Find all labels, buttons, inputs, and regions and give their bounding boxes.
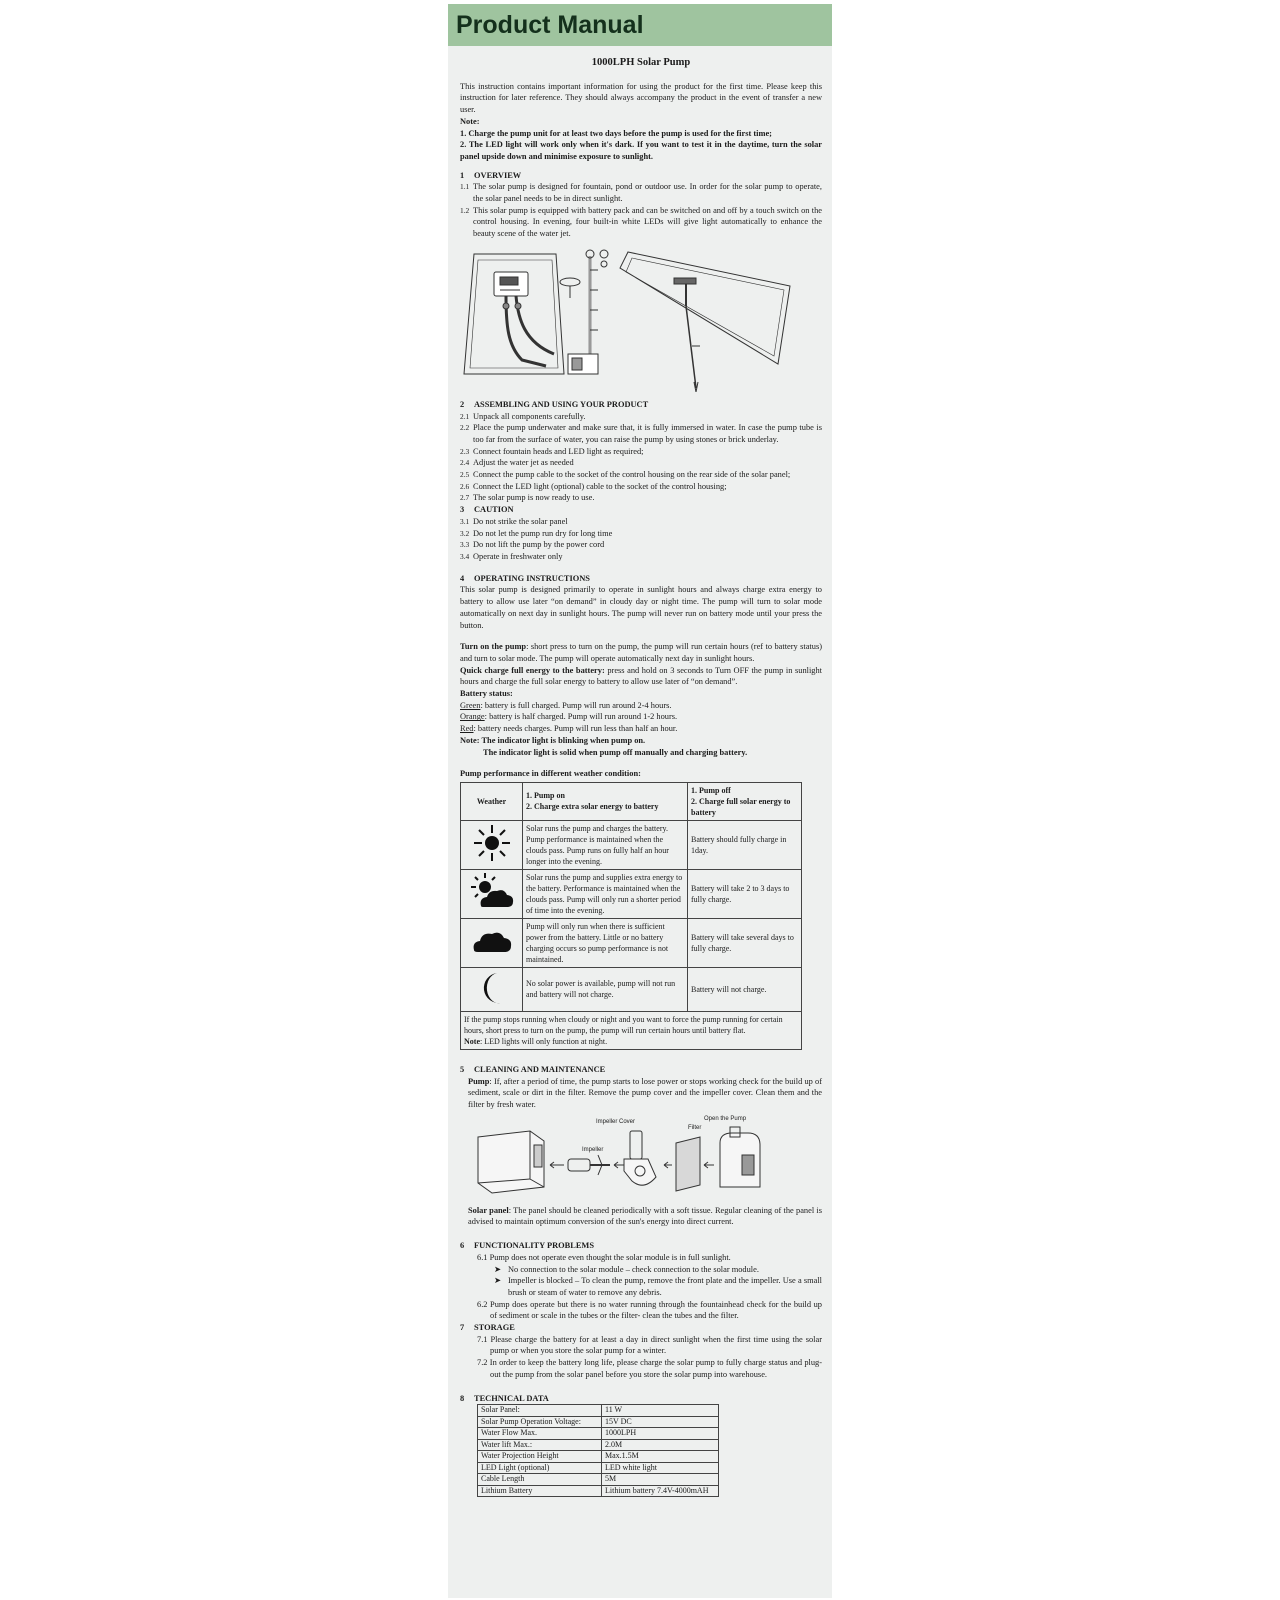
table-row: Solar Pump Operation Voltage: 15V DC <box>478 1416 719 1428</box>
section-heading: 5 CLEANING AND MAINTENANCE <box>460 1064 606 1074</box>
table-row: Cable Length 5M <box>478 1474 719 1486</box>
table-row <box>461 918 802 967</box>
list-item: 3.3 Do not lift the pump by the power cord <box>460 540 605 550</box>
open-pump-label: Open the Pump <box>704 1115 747 1122</box>
table-row: Water Flow Max. 1000LPH <box>478 1428 719 1440</box>
section-heading: 1 OVERVIEW <box>460 170 522 180</box>
table-cell: Battery will take several days to fully charge. <box>688 918 802 967</box>
table-row <box>461 869 802 918</box>
table-row: Lithium Battery Lithium battery 7.4V-4000mAH <box>478 1485 719 1497</box>
impeller-label: Impeller <box>582 1146 604 1153</box>
technical-data-table <box>477 1404 719 1497</box>
column-header-pump-off: 1. Pump off 2. Charge full solar energy to battery <box>688 782 802 820</box>
moon-icon <box>475 970 509 1006</box>
header-bar <box>448 4 832 46</box>
problem-item: 6.2 Pump does operate but there is no water running through the fountainhead check for the build up of sediment or scale in the tubes or the filter- clean the tubes and the filter. <box>477 1299 822 1321</box>
manual-sheet <box>448 4 832 1598</box>
section-heading: 3 CAUTION <box>460 505 514 515</box>
battery-status-label: Battery status: <box>460 689 513 699</box>
note-line: 2. The LED light will work only when it's dark. If you want to test it in the daytime, turn the solar panel upside down and minimise exposure to sunlight. <box>460 140 822 161</box>
note-line: 1. Charge the pump unit for at least two days before the pump is used for the first time; <box>460 128 772 138</box>
impeller-cover-label: Impeller Cover <box>596 1118 636 1125</box>
filter-label: Filter <box>688 1124 702 1131</box>
pump-disassembly-diagram <box>472 1115 802 1203</box>
list-item: 3.2 Do not let the pump run dry for long time <box>460 528 613 538</box>
list-item: 1.2 This solar pump is equipped with battery pack and can be switched on and off by a touch switch on the control housing. In evening, four built-in white LEDs will give light automatically to enhance the beauty scene of the water jet. <box>460 205 822 239</box>
cloud-icon <box>470 926 514 956</box>
section-heading: 6 FUNCTIONALITY PROBLEMS <box>460 1241 594 1251</box>
storage-item: 7.1 Please charge the battery for at least a day in direct sunlight when the first time using the solar pump or when you store the solar pump for a winter. <box>477 1334 822 1356</box>
indicator-note: Note: The indicator light is blinking when pump on. <box>460 735 646 745</box>
table-row <box>461 820 802 869</box>
list-item: 1.1 The solar pump is designed for fountain, pond or outdoor use. In order for the solar pump to operate, the solar panel needs to be in direct sunlight. <box>460 182 822 204</box>
list-item: 2.6 Connect the LED light (optional) cable to the socket of the control housing; <box>460 481 727 491</box>
manual-content <box>448 46 832 1497</box>
list-item: 2.2 Place the pump underwater and make sure that, it is fully immersed in water. In case the pump tube is too far from the surface of water, you can raise the pump by using stones or brick underlay. <box>460 423 822 444</box>
list-item: 2.3 Connect fountain heads and LED light as required; <box>460 446 644 456</box>
problem-item: 6.1 Pump does not operate even thought the solar module is in full sunlight. <box>477 1252 731 1262</box>
list-item: 2.7 The solar pump is now ready to use. <box>460 493 595 503</box>
performance-table <box>460 782 802 1050</box>
section-heading: 7 STORAGE <box>460 1323 515 1333</box>
list-item: 3.4 Operate in freshwater only <box>460 551 563 561</box>
battery-status-green: Green: battery is full charged. Pump will run around 2-4 hours. <box>460 700 672 710</box>
column-header-pump-on: 1. Pump on 2. Charge extra solar energy to battery <box>523 782 688 820</box>
table-cell: Battery will not charge. <box>688 967 802 1011</box>
table-cell: Solar runs the pump and supplies extra energy to the battery. Performance is maintained when the clouds pass. Pump will only run a shorter period of time into the evening. <box>523 869 688 918</box>
table-header-row <box>461 782 802 820</box>
note-label: Note: <box>460 116 480 126</box>
list-item: 3.1 Do not strike the solar panel <box>460 516 568 526</box>
table-row <box>461 967 802 1011</box>
document-title: 1000LPH Solar Pump <box>591 57 691 68</box>
indicator-note: The indicator light is solid when pump off manually and charging battery. <box>483 747 748 757</box>
table-footer-row <box>461 1011 802 1049</box>
battery-status-orange: Orange: battery is half charged. Pump will run around 1-2 hours. <box>460 712 678 722</box>
battery-status-red: Red: battery needs charges. Pump will run less than half an hour. <box>460 724 678 734</box>
table-cell: No solar power is available, pump will not run and battery will not charge. <box>523 967 688 1011</box>
section-heading: 2 ASSEMBLING AND USING YOUR PRODUCT <box>460 399 649 409</box>
sun-icon <box>472 823 512 863</box>
list-item: 2.1 Unpack all components carefully. <box>460 411 586 421</box>
solar-pump-illustration <box>460 246 810 392</box>
table-cell: Battery will take 2 to 3 days to fully charge. <box>688 869 802 918</box>
section-heading: 4 OPERATING INSTRUCTIONS <box>460 573 590 583</box>
panel-cleaning-text: Solar panel: The panel should be cleaned periodically with a soft tissue. Regular cleaning of the panel is advised to maintain optimum conversion of the sun's energy into direct current. <box>468 1205 822 1227</box>
performance-title: Pump performance in different weather condition: <box>460 769 641 779</box>
table-row: LED Light (optional) LED white light <box>478 1462 719 1474</box>
table-row: Water lift Max.: 2.0M <box>478 1439 719 1451</box>
storage-item: 7.2 In order to keep the battery long life, please charge the solar pump to fully charge status and plug-out the pump from the solar panel before you store the solar pump into warehouse. <box>477 1358 822 1379</box>
intro-paragraph: This instruction contains important information for using the product for the first time. Please keep this instruction for later reference. They should always accompany the product in the event of transfer a new user. <box>460 81 822 115</box>
table-row: Water Projection Height Max.1.5M <box>478 1451 719 1463</box>
table-cell: Battery should fully charge in 1day. <box>688 820 802 869</box>
table-footer: If the pump stops running when cloudy or night and you want to force the pump running for certain hours, short press to turn on the pump, the pump will run certain hours until battery flat. Note: LED lights will only function at night. <box>461 1011 802 1049</box>
page-title: Product Manual <box>456 10 644 39</box>
section-heading: 8 TECHNICAL DATA <box>460 1393 549 1403</box>
quick-charge-instruction: Quick charge full energy to the battery: press and hold on 3 seconds to Turn OFF the pump in sunlight hours and charge the full solar energy to battery to allow use later of “on demand”. <box>460 665 823 687</box>
sun-cloud-icon <box>469 872 515 912</box>
table-cell: Pump will only run when there is sufficient power from the battery. Little or no battery charging occurs so pump performance is not maintained. <box>523 918 688 967</box>
table-row: Solar Panel: 11 W <box>478 1405 719 1417</box>
list-item: 2.5 Connect the pump cable to the socket of the control housing on the rear side of the solar panel; <box>460 470 791 480</box>
table-cell: Solar runs the pump and charges the battery. Pump performance is maintained when the clouds pass. Pump runs on fully half an hour longer into the evening. <box>523 820 688 869</box>
turn-on-instruction: Turn on the pump: short press to turn on the pump, the pump will run certain hours (ref to battery status) and turn to solar mode. The pump will operate automatically next day in sunlight hours. <box>460 642 822 663</box>
column-header-weather: Weather <box>461 782 523 820</box>
list-item: 2.4 Adjust the water jet as needed <box>460 458 574 468</box>
problem-bullet: ➤ Impeller is blocked – To clean the pump, remove the front plate and the impeller. Use a small brush or steam of water to remove any debris. <box>494 1276 822 1297</box>
operating-intro: This solar pump is designed primarily to operate in sunlight hours and always charge extra energy to battery to allow use later “on demand” in cloudy day or night time. The pump will turn to solar mode automatically on next day in sunlight hours. The pump will never run on battery mode until your press the button. <box>460 585 822 630</box>
pump-cleaning-text: Pump: If, after a period of time, the pump starts to lose power or stops working check for the build up of sediment, scale or dirt in the filter. Remove the pump cover and the impeller cover. Clean them and the filter by fresh water. <box>468 1076 822 1110</box>
problem-bullet: ➤ No connection to the solar module – check connection to the solar module. <box>494 1264 759 1274</box>
